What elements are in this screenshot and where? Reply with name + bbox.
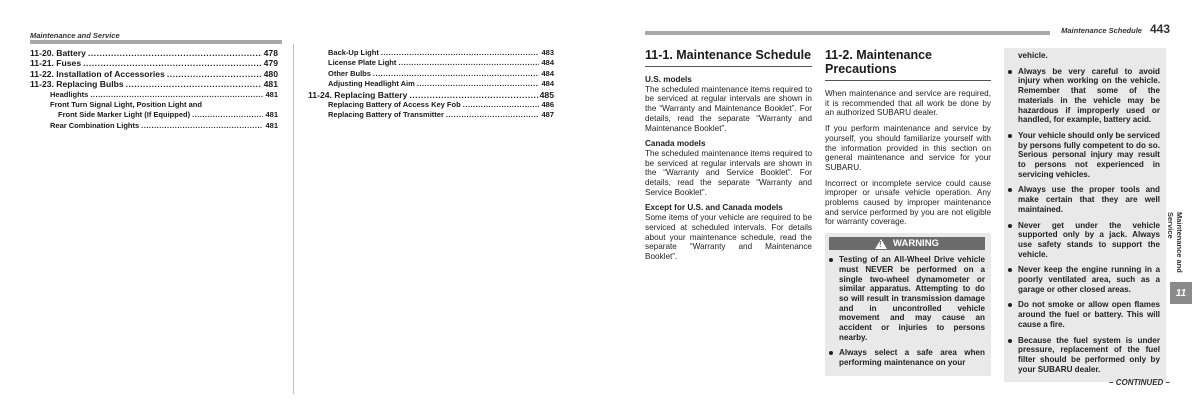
toc-leader	[88, 48, 262, 58]
toc-entry-page: 483	[541, 48, 554, 57]
running-header-left: Maintenance and Service	[30, 31, 120, 40]
warning-bullet-item	[1008, 67, 1160, 125]
warning-bullet-text: Because the fuel system is under pressure, replacement of the fuel filter should be performed only by your SUBARU dealer.	[1018, 335, 1160, 374]
toc-leader	[192, 110, 263, 120]
bullet-dot-icon	[1008, 268, 1012, 272]
toc-entry[interactable]	[308, 110, 554, 120]
warning-bullet-text: Never get under the vehicle supported only by a jack. Always use safety stands to support the vehicle.	[1018, 220, 1160, 259]
section-title: 11-1. Maintenance Schedule	[645, 48, 812, 67]
warning-bullet-item	[1008, 131, 1160, 180]
toc-entry-label: 11-21. Fuses	[30, 58, 82, 69]
toc-entry-page: 485	[539, 89, 554, 100]
toc-leader	[409, 90, 537, 100]
toc-entry-page: 484	[541, 68, 554, 78]
toc-entry[interactable]	[308, 100, 554, 110]
warning-lead: vehicle.	[1018, 51, 1048, 60]
warning-box	[825, 233, 991, 376]
toc-entry[interactable]	[30, 90, 278, 100]
paragraph: Incorrect or incomplete service could cause improper or unsafe vehicle operation. Any problems caused by improper maintenance and service performed by you are not eligible for warranty coverage.	[825, 178, 991, 227]
toc-entry-page: 480	[263, 68, 278, 79]
toc-entry[interactable]	[30, 100, 278, 121]
toc-leader	[83, 58, 262, 68]
paragraph-canada: The scheduled maintenance items required to be serviced at regular intervals are shown in the “Warranty and Service Booklet”. For details, read the separate “Warranty and Service Booklet”.	[645, 148, 812, 197]
paragraph: When maintenance and service are required, it is recommended that all work be done by an authorized SUBARU dealer.	[825, 89, 991, 118]
warning-label: WARNING	[893, 237, 939, 249]
subheading-except: Except for U.S. and Canada models	[645, 203, 783, 213]
toc-entry[interactable]	[308, 79, 554, 89]
toc-entry[interactable]	[30, 69, 278, 79]
toc-entry[interactable]	[30, 48, 278, 58]
toc-entry-label: Replacing Battery of Access Key Fob	[328, 100, 461, 110]
toc-entry-page: 479	[263, 58, 278, 69]
toc-entry[interactable]	[308, 69, 554, 79]
header-rule-left	[30, 40, 282, 44]
toc-column-right	[308, 48, 554, 121]
paragraph-us: The scheduled maintenance items required to be serviced at regular intervals are shown in the “Warranty and Maintenance Booklet”. For details, read the separate “Warranty and Maintenance Booklet”.	[645, 84, 812, 133]
toc-entry[interactable]	[30, 121, 278, 131]
toc-leader	[446, 110, 540, 120]
toc-entry[interactable]	[30, 79, 278, 89]
subheading-us: U.S. models	[645, 75, 692, 84]
toc-entry-page: 487	[541, 110, 554, 120]
warning-triangle-icon	[875, 239, 887, 249]
bullet-dot-icon	[1008, 339, 1012, 343]
toc-entry-page: 481	[265, 120, 278, 130]
running-header-section: Maintenance Schedule	[1061, 26, 1142, 35]
toc-entry-label: Replacing Battery of Transmitter	[328, 110, 444, 120]
running-header-right	[1061, 22, 1170, 36]
toc-entry[interactable]	[308, 90, 554, 100]
warning-bullet-text: Always use the proper tools and make certain that they are well maintained.	[1018, 185, 1160, 214]
toc-entry[interactable]	[308, 48, 554, 58]
warning-bullet-item	[1008, 336, 1160, 375]
toc-leader	[398, 58, 539, 68]
toc-entry[interactable]	[308, 58, 554, 68]
warning-bullet-text: Do not smoke or allow open flames around the fuel or battery. This will cause a fire.	[1018, 300, 1160, 329]
bullet-dot-icon	[1008, 188, 1012, 192]
page-number: 443	[1149, 22, 1170, 36]
toc-entry-label: Back-Up Light	[328, 48, 379, 57]
toc-entry-label: Front Turn Signal Light, Position Light and	[50, 100, 202, 110]
chapter-tab-number[interactable]: 11	[1170, 282, 1192, 304]
toc-leader	[141, 121, 263, 131]
warning-bullet-item	[1008, 221, 1160, 260]
toc-entry-label: 11-23. Replacing Bulbs	[30, 79, 124, 90]
column-divider	[293, 44, 294, 394]
toc-entry-label: License Plate Light	[328, 58, 397, 68]
toc-entry-label: Other Bulbs	[328, 68, 371, 78]
warning-bullet-item	[1008, 185, 1160, 214]
warning-bullet-text: Testing of an All-Wheel Drive vehicle must NEVER be performed on a single two-wheel dynamometer or similar apparatus. Attempting to do so will result in transmission damage and in uncontrolled vehicle movement and may cause an accident or injuries to persons nearby.	[839, 255, 985, 342]
toc-entry-label: Front Side Marker Light (If Equipped)	[58, 110, 191, 120]
maintenance-precautions-section	[825, 48, 991, 376]
toc-entry-page: 484	[541, 79, 554, 89]
toc-column-left	[30, 48, 278, 131]
toc-entry-page: 481	[265, 89, 278, 99]
warning-banner	[829, 237, 985, 250]
toc-entry-page: 478	[263, 48, 278, 58]
bullet-dot-icon	[829, 351, 833, 355]
bullet-dot-icon	[1008, 70, 1012, 74]
toc-leader	[126, 79, 262, 89]
toc-entry-page: 481	[265, 110, 278, 120]
warning-continued-column	[1004, 48, 1166, 382]
bullet-dot-icon	[1008, 303, 1012, 307]
toc-leader	[167, 69, 262, 79]
warning-bullet-text: Always select a safe area when performing maintenance on your	[839, 348, 985, 368]
bullet-dot-icon	[829, 258, 833, 262]
paragraph-except: Some items of your vehicle are required to be serviced at scheduled intervals. For details about your maintenance schedule, read the separate “Warranty and Maintenance Booklet”.	[645, 213, 812, 261]
toc-leader	[90, 90, 263, 100]
toc-entry-label: Rear Combination Lights	[50, 120, 140, 130]
toc-leader	[417, 79, 540, 89]
toc-leader	[373, 69, 540, 79]
bullet-dot-icon	[1008, 134, 1012, 138]
warning-bullet-text: Always be very careful to avoid injury when working on the vehicle. Remember that some of the materials in the vehicle may be hazardous if improperly used or handled, for example, battery acid.	[1018, 66, 1160, 125]
toc-entry-page: 481	[263, 79, 278, 90]
subheading-canada: Canada models	[645, 139, 706, 149]
maintenance-schedule-section	[645, 48, 812, 268]
section-title: 11-2. Maintenance Precautions	[825, 48, 991, 81]
toc-leader	[463, 100, 540, 110]
warning-bullet-item	[1008, 265, 1160, 294]
header-rule-right	[645, 31, 1050, 35]
toc-entry-label: Adjusting Headlight Aim	[328, 79, 415, 89]
bullet-dot-icon	[1008, 224, 1012, 228]
warning-bullet-item	[1008, 300, 1160, 329]
warning-bullet-text: Your vehicle should only be serviced by persons fully competent to do so. Serious personal injury may result to persons not experienced in servicing vehicles.	[1018, 130, 1160, 179]
warning-bullet-item	[829, 348, 985, 367]
toc-leader	[381, 48, 540, 58]
continued-marker: – CONTINUED –	[1109, 378, 1170, 387]
toc-entry-page: 486	[541, 100, 554, 110]
paragraph: If you perform maintenance and service by yourself, you should familiarize yourself with the information provided in this section on general maintenance and service for your SUBARU.	[825, 124, 991, 172]
toc-entry-page: 484	[541, 58, 554, 68]
warning-bullet-text: Never keep the engine running in a poorly ventilated area, such as a garage or other closed areas.	[1018, 265, 1160, 294]
chapter-side-tab-label: Maintenance and Service	[1166, 212, 1184, 273]
toc-entry-label: 11-24. Replacing Battery	[308, 89, 408, 100]
toc-entry-label: 11-20. Battery	[30, 48, 86, 58]
toc-entry-label: Headlights	[50, 89, 89, 99]
toc-entry[interactable]	[30, 58, 278, 68]
warning-bullet-item	[829, 255, 985, 342]
warning-box-continued	[1004, 48, 1166, 382]
toc-entry-label: 11-22. Installation of Accessories	[30, 68, 165, 79]
